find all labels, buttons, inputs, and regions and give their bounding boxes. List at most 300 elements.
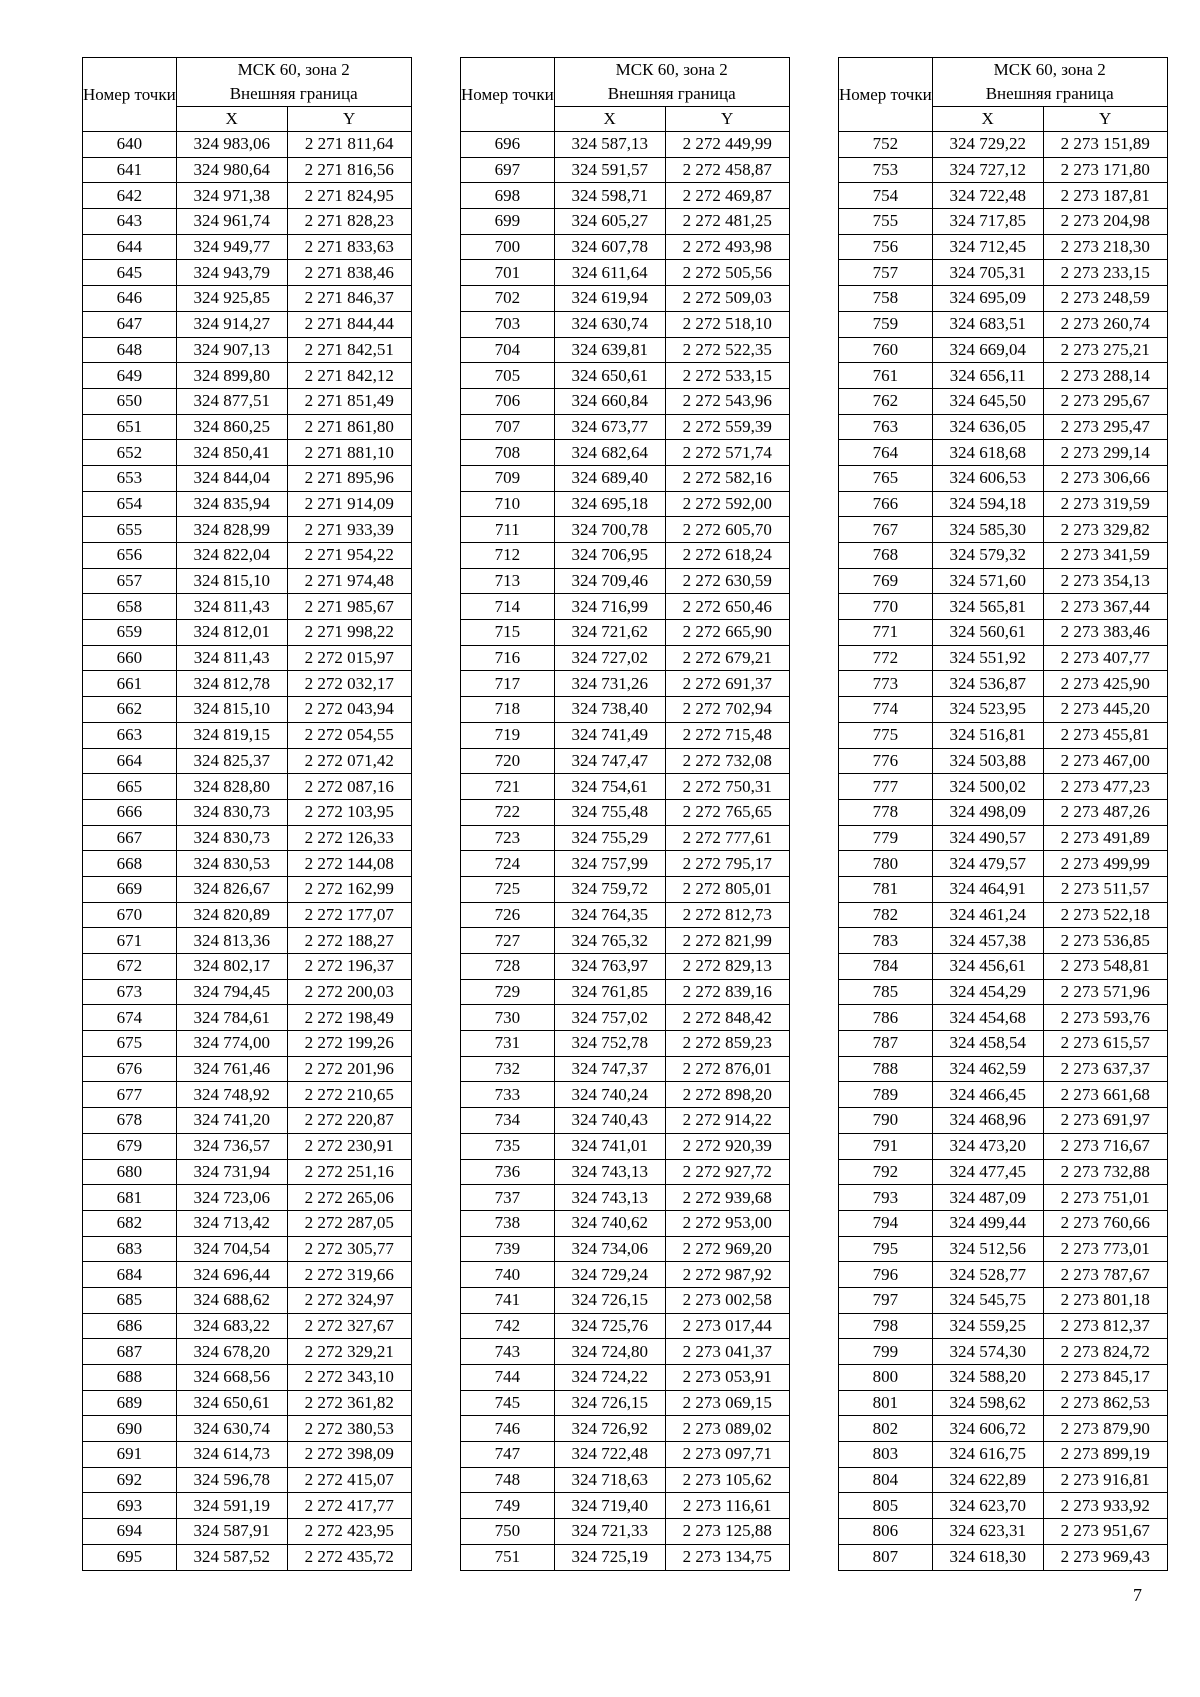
- y-coordinate-cell: 2 273 134,75: [665, 1544, 789, 1570]
- x-coordinate-cell: 324 811,43: [176, 645, 287, 671]
- y-coordinate-cell: 2 271 811,64: [287, 132, 411, 158]
- x-coordinate-cell: 324 639,81: [554, 337, 665, 363]
- point-number-cell: 698: [461, 183, 555, 209]
- table-row: [83, 1185, 412, 1211]
- y-coordinate-cell: 2 272 415,07: [287, 1467, 411, 1493]
- point-number-cell: 746: [461, 1416, 555, 1442]
- y-column-header: Y: [287, 107, 411, 132]
- point-number-cell: 788: [839, 1056, 933, 1082]
- x-coordinate-cell: 324 759,72: [554, 876, 665, 902]
- y-coordinate-cell: 2 272 361,82: [287, 1390, 411, 1416]
- x-column-header: X: [554, 107, 665, 132]
- point-number-cell: 680: [83, 1159, 177, 1185]
- x-coordinate-cell: 324 734,06: [554, 1236, 665, 1262]
- point-number-cell: 690: [83, 1416, 177, 1442]
- table-row: [83, 491, 412, 517]
- y-coordinate-cell: 2 272 795,17: [665, 851, 789, 877]
- x-coordinate-cell: 324 587,91: [176, 1519, 287, 1545]
- point-number-cell: 806: [839, 1519, 933, 1545]
- y-coordinate-cell: 2 272 592,00: [665, 491, 789, 517]
- point-number-cell: 749: [461, 1493, 555, 1519]
- x-coordinate-cell: 324 830,73: [176, 825, 287, 851]
- y-coordinate-cell: 2 272 715,48: [665, 722, 789, 748]
- table-body: [461, 132, 790, 1571]
- table-row: [461, 1390, 790, 1416]
- table-row: [83, 337, 412, 363]
- point-number-cell: 674: [83, 1005, 177, 1031]
- table-row: [461, 1365, 790, 1391]
- table-row: [83, 902, 412, 928]
- point-number-cell: 765: [839, 465, 933, 491]
- table-row: [83, 132, 412, 158]
- table-row: [839, 671, 1168, 697]
- table-row: [839, 209, 1168, 235]
- y-coordinate-cell: 2 272 559,39: [665, 414, 789, 440]
- y-coordinate-cell: 2 273 969,43: [1043, 1544, 1167, 1570]
- table-row: [83, 876, 412, 902]
- x-coordinate-cell: 324 726,15: [554, 1287, 665, 1313]
- point-number-cell: 668: [83, 851, 177, 877]
- table-row: [461, 1262, 790, 1288]
- y-coordinate-cell: 2 271 828,23: [287, 209, 411, 235]
- y-coordinate-cell: 2 272 196,37: [287, 954, 411, 980]
- x-coordinate-cell: 324 943,79: [176, 260, 287, 286]
- point-number-cell: 783: [839, 928, 933, 954]
- table-row: [461, 543, 790, 569]
- table-row: [83, 954, 412, 980]
- table-row: [839, 491, 1168, 517]
- table-row: [461, 465, 790, 491]
- x-coordinate-cell: 324 611,64: [554, 260, 665, 286]
- x-column-header: X: [932, 107, 1043, 132]
- x-coordinate-cell: 324 811,43: [176, 594, 287, 620]
- y-coordinate-cell: 2 272 876,01: [665, 1056, 789, 1082]
- point-number-cell: 732: [461, 1056, 555, 1082]
- x-coordinate-cell: 324 623,70: [932, 1493, 1043, 1519]
- x-coordinate-cell: 324 850,41: [176, 440, 287, 466]
- x-coordinate-cell: 324 738,40: [554, 697, 665, 723]
- boundary-name: Внешняя граница: [607, 84, 736, 103]
- y-coordinate-cell: 2 272 914,22: [665, 1108, 789, 1134]
- table-row: [83, 260, 412, 286]
- y-coordinate-cell: 2 272 287,05: [287, 1210, 411, 1236]
- point-number-cell: 786: [839, 1005, 933, 1031]
- point-number-cell: 773: [839, 671, 933, 697]
- x-coordinate-cell: 324 591,57: [554, 157, 665, 183]
- point-number-cell: 721: [461, 774, 555, 800]
- y-coordinate-cell: 2 273 499,99: [1043, 851, 1167, 877]
- point-number-cell: 736: [461, 1159, 555, 1185]
- point-number-cell: 737: [461, 1185, 555, 1211]
- y-coordinate-cell: 2 272 458,87: [665, 157, 789, 183]
- table-row: [839, 876, 1168, 902]
- table-row: [839, 440, 1168, 466]
- table-row: [839, 902, 1168, 928]
- x-coordinate-cell: 324 835,94: [176, 491, 287, 517]
- y-coordinate-cell: 2 271 816,56: [287, 157, 411, 183]
- y-coordinate-cell: 2 272 522,35: [665, 337, 789, 363]
- x-coordinate-cell: 324 598,71: [554, 183, 665, 209]
- point-number-cell: 644: [83, 234, 177, 260]
- point-number-cell: 799: [839, 1339, 933, 1365]
- x-coordinate-cell: 324 752,78: [554, 1031, 665, 1057]
- point-number-cell: 667: [83, 825, 177, 851]
- x-coordinate-cell: 324 724,22: [554, 1365, 665, 1391]
- x-coordinate-cell: 324 454,68: [932, 1005, 1043, 1031]
- table-row: [83, 1108, 412, 1134]
- point-number-cell: 802: [839, 1416, 933, 1442]
- y-coordinate-cell: 2 272 449,99: [665, 132, 789, 158]
- x-coordinate-cell: 324 747,37: [554, 1056, 665, 1082]
- point-number-cell: 709: [461, 465, 555, 491]
- y-coordinate-cell: 2 273 204,98: [1043, 209, 1167, 235]
- table-row: [839, 260, 1168, 286]
- table-row: [839, 1185, 1168, 1211]
- y-coordinate-cell: 2 272 953,00: [665, 1210, 789, 1236]
- table-row: [461, 799, 790, 825]
- y-coordinate-cell: 2 272 481,25: [665, 209, 789, 235]
- x-coordinate-cell: 324 468,96: [932, 1108, 1043, 1134]
- x-coordinate-cell: 324 741,01: [554, 1133, 665, 1159]
- point-number-cell: 659: [83, 620, 177, 646]
- table-row: [461, 645, 790, 671]
- y-coordinate-cell: 2 272 126,33: [287, 825, 411, 851]
- y-coordinate-cell: 2 273 218,30: [1043, 234, 1167, 260]
- x-coordinate-cell: 324 466,45: [932, 1082, 1043, 1108]
- x-coordinate-cell: 324 860,25: [176, 414, 287, 440]
- table-row: [83, 799, 412, 825]
- x-coordinate-cell: 324 462,59: [932, 1056, 1043, 1082]
- point-number-cell: 696: [461, 132, 555, 158]
- y-coordinate-cell: 2 273 879,90: [1043, 1416, 1167, 1442]
- y-coordinate-cell: 2 272 765,65: [665, 799, 789, 825]
- table-row: [461, 722, 790, 748]
- y-coordinate-cell: 2 272 054,55: [287, 722, 411, 748]
- point-number-cell: 677: [83, 1082, 177, 1108]
- y-coordinate-cell: 2 273 002,58: [665, 1287, 789, 1313]
- x-coordinate-cell: 324 650,61: [176, 1390, 287, 1416]
- table-row: [83, 1390, 412, 1416]
- point-number-cell: 657: [83, 568, 177, 594]
- x-coordinate-cell: 324 717,85: [932, 209, 1043, 235]
- table-row: [461, 1031, 790, 1057]
- point-number-cell: 704: [461, 337, 555, 363]
- point-number-cell: 701: [461, 260, 555, 286]
- table-row: [83, 1416, 412, 1442]
- y-coordinate-cell: 2 272 305,77: [287, 1236, 411, 1262]
- table-row: [83, 234, 412, 260]
- x-coordinate-cell: 324 618,68: [932, 440, 1043, 466]
- table-row: [839, 517, 1168, 543]
- table-row: [839, 132, 1168, 158]
- x-coordinate-cell: 324 765,32: [554, 928, 665, 954]
- y-coordinate-cell: 2 273 319,59: [1043, 491, 1167, 517]
- x-coordinate-cell: 324 716,99: [554, 594, 665, 620]
- y-column-header: Y: [1043, 107, 1167, 132]
- y-coordinate-cell: 2 271 985,67: [287, 594, 411, 620]
- x-coordinate-cell: 324 594,18: [932, 491, 1043, 517]
- point-number-cell: 679: [83, 1133, 177, 1159]
- table-row: [839, 286, 1168, 312]
- x-coordinate-cell: 324 748,92: [176, 1082, 287, 1108]
- y-coordinate-cell: 2 273 760,66: [1043, 1210, 1167, 1236]
- x-coordinate-cell: 324 499,44: [932, 1210, 1043, 1236]
- table-row: [83, 388, 412, 414]
- x-coordinate-cell: 324 729,24: [554, 1262, 665, 1288]
- table-row: [461, 1056, 790, 1082]
- x-coordinate-cell: 324 477,45: [932, 1159, 1043, 1185]
- table-row: [461, 774, 790, 800]
- point-number-cell: 728: [461, 954, 555, 980]
- point-number-cell: 693: [83, 1493, 177, 1519]
- table-row: [83, 568, 412, 594]
- table-row: [839, 645, 1168, 671]
- y-coordinate-cell: 2 273 041,37: [665, 1339, 789, 1365]
- point-number-cell: 764: [839, 440, 933, 466]
- table-row: [83, 414, 412, 440]
- x-coordinate-cell: 324 458,54: [932, 1031, 1043, 1057]
- x-coordinate-cell: 324 545,75: [932, 1287, 1043, 1313]
- table-row: [83, 286, 412, 312]
- table-row: [461, 440, 790, 466]
- system-title-header: [176, 58, 411, 107]
- y-coordinate-cell: 2 272 920,39: [665, 1133, 789, 1159]
- point-number-cell: 655: [83, 517, 177, 543]
- y-coordinate-cell: 2 273 661,68: [1043, 1082, 1167, 1108]
- table-row: [839, 722, 1168, 748]
- y-coordinate-cell: 2 273 801,18: [1043, 1287, 1167, 1313]
- y-coordinate-cell: 2 272 691,37: [665, 671, 789, 697]
- y-coordinate-cell: 2 273 187,81: [1043, 183, 1167, 209]
- table-row: [839, 979, 1168, 1005]
- point-number-cell: 686: [83, 1313, 177, 1339]
- x-coordinate-cell: 324 689,40: [554, 465, 665, 491]
- x-coordinate-cell: 324 719,40: [554, 1493, 665, 1519]
- table-row: [83, 825, 412, 851]
- x-coordinate-cell: 324 683,51: [932, 311, 1043, 337]
- point-number-cell: 800: [839, 1365, 933, 1391]
- table-row: [83, 517, 412, 543]
- x-coordinate-cell: 324 784,61: [176, 1005, 287, 1031]
- table-row: [461, 1442, 790, 1468]
- point-number-cell: 652: [83, 440, 177, 466]
- y-coordinate-cell: 2 273 233,15: [1043, 260, 1167, 286]
- y-coordinate-cell: 2 272 188,27: [287, 928, 411, 954]
- point-number-cell: 665: [83, 774, 177, 800]
- x-coordinate-cell: 324 736,57: [176, 1133, 287, 1159]
- y-coordinate-cell: 2 272 380,53: [287, 1416, 411, 1442]
- table-row: [83, 465, 412, 491]
- x-coordinate-cell: 324 830,73: [176, 799, 287, 825]
- x-coordinate-cell: 324 682,64: [554, 440, 665, 466]
- table-row: [83, 722, 412, 748]
- y-coordinate-cell: 2 272 198,49: [287, 1005, 411, 1031]
- y-coordinate-cell: 2 273 341,59: [1043, 543, 1167, 569]
- table-row: [83, 645, 412, 671]
- table-row: [461, 902, 790, 928]
- point-number-cell: 804: [839, 1467, 933, 1493]
- table-row: [461, 337, 790, 363]
- y-coordinate-cell: 2 273 069,15: [665, 1390, 789, 1416]
- y-coordinate-cell: 2 272 848,42: [665, 1005, 789, 1031]
- table-row: [839, 337, 1168, 363]
- y-coordinate-cell: 2 272 969,20: [665, 1236, 789, 1262]
- table-row: [461, 1108, 790, 1134]
- table-row: [461, 1493, 790, 1519]
- y-coordinate-cell: 2 273 053,91: [665, 1365, 789, 1391]
- y-coordinate-cell: 2 273 951,67: [1043, 1519, 1167, 1545]
- table-row: [461, 825, 790, 851]
- system-name: МСК 60, зона 2: [237, 60, 350, 79]
- table-row: [839, 594, 1168, 620]
- table-row: [461, 620, 790, 646]
- x-coordinate-cell: 324 727,12: [932, 157, 1043, 183]
- table-row: [461, 697, 790, 723]
- table-row: [461, 671, 790, 697]
- table-row: [839, 1056, 1168, 1082]
- table-row: [83, 157, 412, 183]
- point-number-cell: 649: [83, 363, 177, 389]
- y-coordinate-cell: 2 273 125,88: [665, 1519, 789, 1545]
- y-coordinate-cell: 2 272 509,03: [665, 286, 789, 312]
- point-number-cell: 777: [839, 774, 933, 800]
- table-row: [839, 363, 1168, 389]
- y-coordinate-cell: 2 271 844,44: [287, 311, 411, 337]
- y-coordinate-cell: 2 273 637,37: [1043, 1056, 1167, 1082]
- x-coordinate-cell: 324 726,92: [554, 1416, 665, 1442]
- x-coordinate-cell: 324 622,89: [932, 1467, 1043, 1493]
- point-number-cell: 710: [461, 491, 555, 517]
- x-coordinate-cell: 324 585,30: [932, 517, 1043, 543]
- point-number-cell: 706: [461, 388, 555, 414]
- point-number-cell: 717: [461, 671, 555, 697]
- point-number-cell: 753: [839, 157, 933, 183]
- y-coordinate-cell: 2 271 974,48: [287, 568, 411, 594]
- point-number-cell: 725: [461, 876, 555, 902]
- y-coordinate-cell: 2 273 306,66: [1043, 465, 1167, 491]
- x-coordinate-cell: 324 456,61: [932, 954, 1043, 980]
- point-number-cell: 780: [839, 851, 933, 877]
- coordinates-table-1: [82, 57, 412, 1571]
- table-row: [839, 311, 1168, 337]
- x-coordinate-cell: 324 980,64: [176, 157, 287, 183]
- point-number-cell: 650: [83, 388, 177, 414]
- y-coordinate-cell: 2 272 199,26: [287, 1031, 411, 1057]
- point-number-cell: 687: [83, 1339, 177, 1365]
- x-coordinate-cell: 324 741,49: [554, 722, 665, 748]
- point-number-cell: 731: [461, 1031, 555, 1057]
- table-row: [839, 748, 1168, 774]
- x-coordinate-cell: 324 826,67: [176, 876, 287, 902]
- y-coordinate-cell: 2 271 998,22: [287, 620, 411, 646]
- point-number-cell: 741: [461, 1287, 555, 1313]
- table-row: [839, 620, 1168, 646]
- x-coordinate-cell: 324 907,13: [176, 337, 287, 363]
- x-coordinate-cell: 324 727,02: [554, 645, 665, 671]
- point-number-cell: 748: [461, 1467, 555, 1493]
- x-coordinate-cell: 324 729,22: [932, 132, 1043, 158]
- point-number-cell: 703: [461, 311, 555, 337]
- point-number-cell: 691: [83, 1442, 177, 1468]
- x-coordinate-cell: 324 830,53: [176, 851, 287, 877]
- x-coordinate-cell: 324 704,54: [176, 1236, 287, 1262]
- y-coordinate-cell: 2 273 899,19: [1043, 1442, 1167, 1468]
- y-coordinate-cell: 2 272 812,73: [665, 902, 789, 928]
- point-number-cell: 684: [83, 1262, 177, 1288]
- x-coordinate-cell: 324 815,10: [176, 568, 287, 594]
- y-coordinate-cell: 2 273 295,67: [1043, 388, 1167, 414]
- x-coordinate-cell: 324 618,30: [932, 1544, 1043, 1570]
- x-coordinate-cell: 324 512,56: [932, 1236, 1043, 1262]
- y-coordinate-cell: 2 273 773,01: [1043, 1236, 1167, 1262]
- point-number-cell: 694: [83, 1519, 177, 1545]
- x-coordinate-cell: 324 721,33: [554, 1519, 665, 1545]
- point-number-cell: 702: [461, 286, 555, 312]
- y-coordinate-cell: 2 273 522,18: [1043, 902, 1167, 928]
- x-coordinate-cell: 324 696,44: [176, 1262, 287, 1288]
- table-row: [461, 954, 790, 980]
- x-coordinate-cell: 324 619,94: [554, 286, 665, 312]
- table-row: [83, 363, 412, 389]
- point-number-cell: 755: [839, 209, 933, 235]
- point-number-cell: 776: [839, 748, 933, 774]
- y-coordinate-cell: 2 273 248,59: [1043, 286, 1167, 312]
- table-row: [83, 1442, 412, 1468]
- table-row: [461, 1159, 790, 1185]
- y-coordinate-cell: 2 273 089,02: [665, 1416, 789, 1442]
- x-coordinate-cell: 324 630,74: [176, 1416, 287, 1442]
- table-row: [461, 1467, 790, 1493]
- table-row: [461, 1210, 790, 1236]
- x-coordinate-cell: 324 673,77: [554, 414, 665, 440]
- point-number-cell: 647: [83, 311, 177, 337]
- point-number-cell: 662: [83, 697, 177, 723]
- x-coordinate-cell: 324 813,36: [176, 928, 287, 954]
- y-coordinate-cell: 2 272 043,94: [287, 697, 411, 723]
- table-row: [839, 1519, 1168, 1545]
- point-number-cell: 762: [839, 388, 933, 414]
- table-row: [83, 311, 412, 337]
- x-coordinate-cell: 324 706,95: [554, 543, 665, 569]
- table-row: [461, 414, 790, 440]
- table-row: [83, 543, 412, 569]
- point-number-cell: 785: [839, 979, 933, 1005]
- y-coordinate-cell: 2 271 914,09: [287, 491, 411, 517]
- y-coordinate-cell: 2 273 548,81: [1043, 954, 1167, 980]
- point-number-cell: 803: [839, 1442, 933, 1468]
- y-coordinate-cell: 2 272 987,92: [665, 1262, 789, 1288]
- y-coordinate-cell: 2 272 829,13: [665, 954, 789, 980]
- y-coordinate-cell: 2 273 511,57: [1043, 876, 1167, 902]
- table-row: [839, 1493, 1168, 1519]
- x-coordinate-cell: 324 726,15: [554, 1390, 665, 1416]
- table-row: [83, 851, 412, 877]
- y-coordinate-cell: 2 271 846,37: [287, 286, 411, 312]
- y-coordinate-cell: 2 272 732,08: [665, 748, 789, 774]
- coordinates-table-3: [838, 57, 1168, 1571]
- y-coordinate-cell: 2 272 398,09: [287, 1442, 411, 1468]
- table-row: [839, 799, 1168, 825]
- y-coordinate-cell: 2 271 833,63: [287, 234, 411, 260]
- point-number-cell: 744: [461, 1365, 555, 1391]
- y-coordinate-cell: 2 272 571,74: [665, 440, 789, 466]
- x-coordinate-cell: 324 723,06: [176, 1185, 287, 1211]
- table-row: [839, 1442, 1168, 1468]
- y-coordinate-cell: 2 273 593,76: [1043, 1005, 1167, 1031]
- y-coordinate-cell: 2 272 898,20: [665, 1082, 789, 1108]
- table-row: [839, 1339, 1168, 1365]
- table-row: [461, 311, 790, 337]
